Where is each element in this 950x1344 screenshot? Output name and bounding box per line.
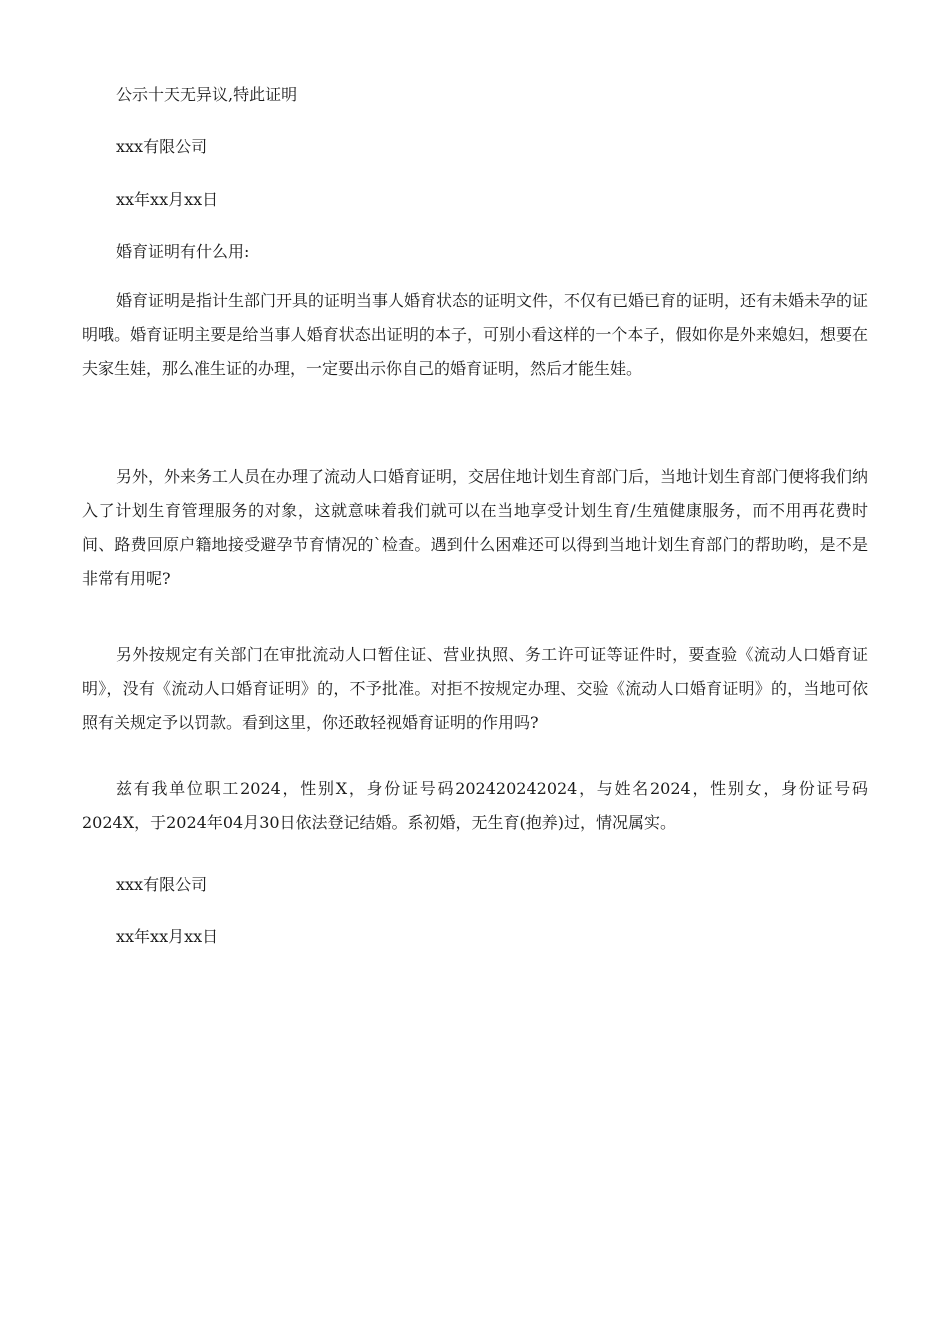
notice-line: 公示十天无异议,特此证明 xyxy=(116,85,298,104)
paragraph-regulations: 另外按规定有关部门在审批流动人口暂住证、营业执照、务工许可证等证件时，要查验《流动人口婚育证明》，没有《流动人口婚育证明》的，不予批准。对拒不按规定办理、交验《流动人口婚育证明》的，当地可依照有关规定予以罚款。看到这里，你还敢轻视婚育证明的作用吗? xyxy=(82,645,868,732)
date-signature: xx年xx月xx日 xyxy=(116,927,219,946)
paragraph-certificate: 兹有我单位职工2024，性别X，身份证号码202420242024，与姓名2024，性别女，身份证号码2024X，于2024年04月30日依法登记结婚。系初婚，无生育(抱养)过，情况属实。 xyxy=(82,779,868,832)
section-heading: 婚育证明有什么用: xyxy=(116,242,250,261)
company-name: xxx有限公司 xyxy=(116,137,208,156)
paragraph-purpose: 婚育证明是指计生部门开具的证明当事人婚育状态的证明文件，不仅有已婚已育的证明，还有未婚未孕的证明哦。婚育证明主要是给当事人婚育状态出证明的本子，可别小看这样的一个本子，假如你是外来媳妇，想要在夫家生娃，那么准生证的办理，一定要出示你自己的婚育证明，然后才能生娃。 xyxy=(82,291,869,378)
date-line: xx年xx月xx日 xyxy=(116,190,219,209)
paragraph-migrant-workers: 另外，外来务工人员在办理了流动人口婚育证明，交居住地计划生育部门后，当地计划生育部门便将我们纳入了计划生育管理服务的对象，这就意味着我们就可以在当地享受计划生育/生殖健康服务，而不用再花费时间、路费回原户籍地接受避孕节育情况的`检查。遇到什么困难还可以得到当地计划生育部门的帮助哟，是不是非常有用呢? xyxy=(82,467,869,588)
company-name-signature: xxx有限公司 xyxy=(116,875,208,894)
